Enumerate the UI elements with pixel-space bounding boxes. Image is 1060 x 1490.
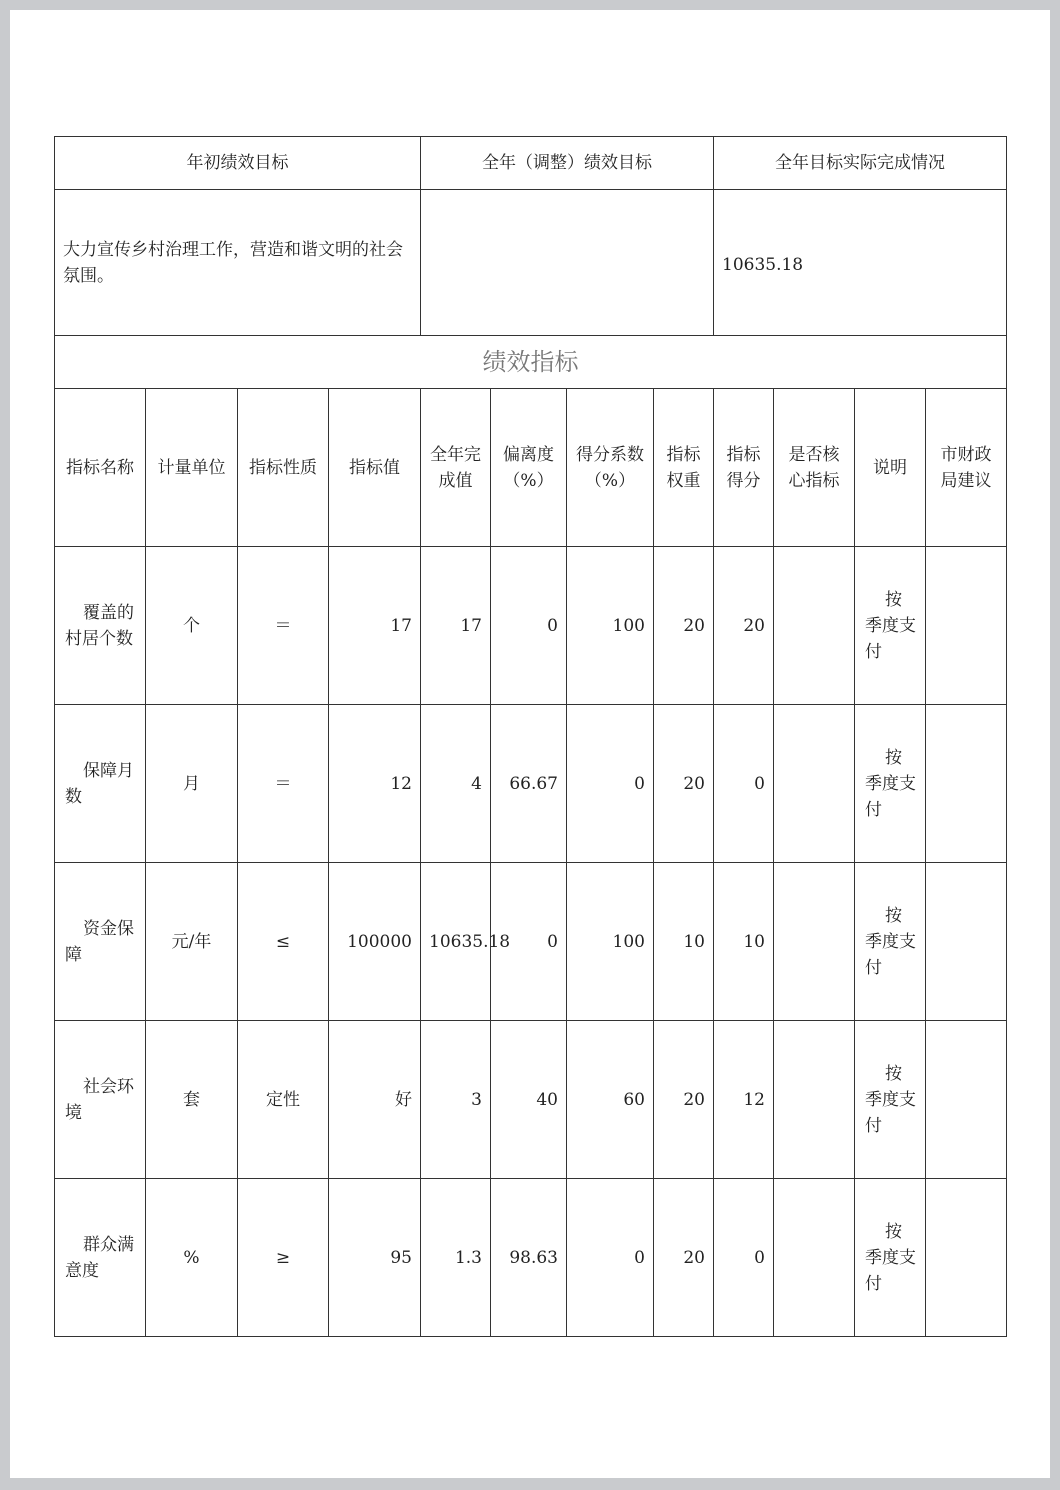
- column-header-row: [55, 389, 1007, 547]
- cell-nature: ＝: [238, 547, 329, 705]
- cell-deviation: 0: [491, 863, 567, 1021]
- cell-score: 0: [714, 705, 774, 863]
- cell-deviation: 98.63: [491, 1179, 567, 1337]
- cell-core: [774, 547, 855, 705]
- cell-target: 95: [329, 1179, 421, 1337]
- adjusted-goal-text: [421, 190, 714, 336]
- cell-weight: 20: [654, 705, 714, 863]
- cell-coefficient: 100: [567, 547, 654, 705]
- header-actual-completion: 全年目标实际完成情况: [714, 137, 1007, 190]
- col-weight: 指标权重: [654, 389, 714, 547]
- cell-target: 100000: [329, 863, 421, 1021]
- cell-unit: 套: [146, 1021, 238, 1179]
- cell-remark: 按季度支付: [855, 863, 926, 1021]
- cell-nature: ≤: [238, 863, 329, 1021]
- cell-deviation: 0: [491, 547, 567, 705]
- cell-target: 好: [329, 1021, 421, 1179]
- section-title-row: [55, 336, 1007, 389]
- cell-actual: 4: [421, 705, 491, 863]
- cell-suggestion: [926, 1021, 1007, 1179]
- cell-actual: 17: [421, 547, 491, 705]
- cell-score: 20: [714, 547, 774, 705]
- cell-name: 群众满意度: [55, 1179, 146, 1337]
- cell-core: [774, 1179, 855, 1337]
- cell-core: [774, 1021, 855, 1179]
- cell-suggestion: [926, 1179, 1007, 1337]
- cell-weight: 10: [654, 863, 714, 1021]
- cell-weight: 20: [654, 547, 714, 705]
- cell-name: 保障月数: [55, 705, 146, 863]
- cell-remark: 按季度支付: [855, 1179, 926, 1337]
- cell-actual: 1.3: [421, 1179, 491, 1337]
- cell-suggestion: [926, 547, 1007, 705]
- cell-nature: ≥: [238, 1179, 329, 1337]
- section-title: 绩效指标: [55, 336, 1007, 389]
- cell-remark: 按季度支付: [855, 547, 926, 705]
- cell-target: 12: [329, 705, 421, 863]
- performance-table: [54, 136, 1007, 1337]
- col-core-indicator: 是否核心指标: [774, 389, 855, 547]
- cell-coefficient: 0: [567, 705, 654, 863]
- goal-header-row: [55, 137, 1007, 190]
- cell-score: 10: [714, 863, 774, 1021]
- table-row: [55, 1179, 1007, 1337]
- cell-coefficient: 0: [567, 1179, 654, 1337]
- cell-core: [774, 705, 855, 863]
- cell-weight: 20: [654, 1021, 714, 1179]
- col-indicator-name: 指标名称: [55, 389, 146, 547]
- col-remark: 说明: [855, 389, 926, 547]
- cell-unit: 个: [146, 547, 238, 705]
- cell-name: 覆盖的村居个数: [55, 547, 146, 705]
- cell-actual: 3: [421, 1021, 491, 1179]
- col-score-coefficient: 得分系数（%）: [567, 389, 654, 547]
- cell-score: 0: [714, 1179, 774, 1337]
- col-unit: 计量单位: [146, 389, 238, 547]
- cell-unit: 月: [146, 705, 238, 863]
- table-row: [55, 547, 1007, 705]
- cell-deviation: 40: [491, 1021, 567, 1179]
- cell-target: 17: [329, 547, 421, 705]
- col-score: 指标得分: [714, 389, 774, 547]
- header-initial-goal: 年初绩效目标: [55, 137, 421, 190]
- col-deviation: 偏离度（%）: [491, 389, 567, 547]
- header-adjusted-goal: 全年（调整）绩效目标: [421, 137, 714, 190]
- cell-nature: 定性: [238, 1021, 329, 1179]
- cell-suggestion: [926, 705, 1007, 863]
- cell-remark: 按季度支付: [855, 1021, 926, 1179]
- cell-name: 资金保障: [55, 863, 146, 1021]
- table-row: [55, 863, 1007, 1021]
- cell-unit: %: [146, 1179, 238, 1337]
- table-row: [55, 1021, 1007, 1179]
- cell-unit: 元/年: [146, 863, 238, 1021]
- cell-nature: ＝: [238, 705, 329, 863]
- col-nature: 指标性质: [238, 389, 329, 547]
- cell-deviation: 66.67: [491, 705, 567, 863]
- cell-suggestion: [926, 863, 1007, 1021]
- cell-remark: 按季度支付: [855, 705, 926, 863]
- document-page: [10, 10, 1050, 1478]
- cell-coefficient: 60: [567, 1021, 654, 1179]
- initial-goal-text: 大力宣传乡村治理工作，营造和谐文明的社会氛围。: [55, 190, 421, 336]
- actual-completion-text: 10635.18: [714, 190, 1007, 336]
- cell-coefficient: 100: [567, 863, 654, 1021]
- table-row: [55, 705, 1007, 863]
- cell-weight: 20: [654, 1179, 714, 1337]
- cell-name: 社会环境: [55, 1021, 146, 1179]
- col-finance-suggestion: 市财政局建议: [926, 389, 1007, 547]
- cell-core: [774, 863, 855, 1021]
- cell-actual: 10635.18: [421, 863, 491, 1021]
- col-annual-completion: 全年完成值: [421, 389, 491, 547]
- goal-content-row: [55, 190, 1007, 336]
- col-target-value: 指标值: [329, 389, 421, 547]
- cell-score: 12: [714, 1021, 774, 1179]
